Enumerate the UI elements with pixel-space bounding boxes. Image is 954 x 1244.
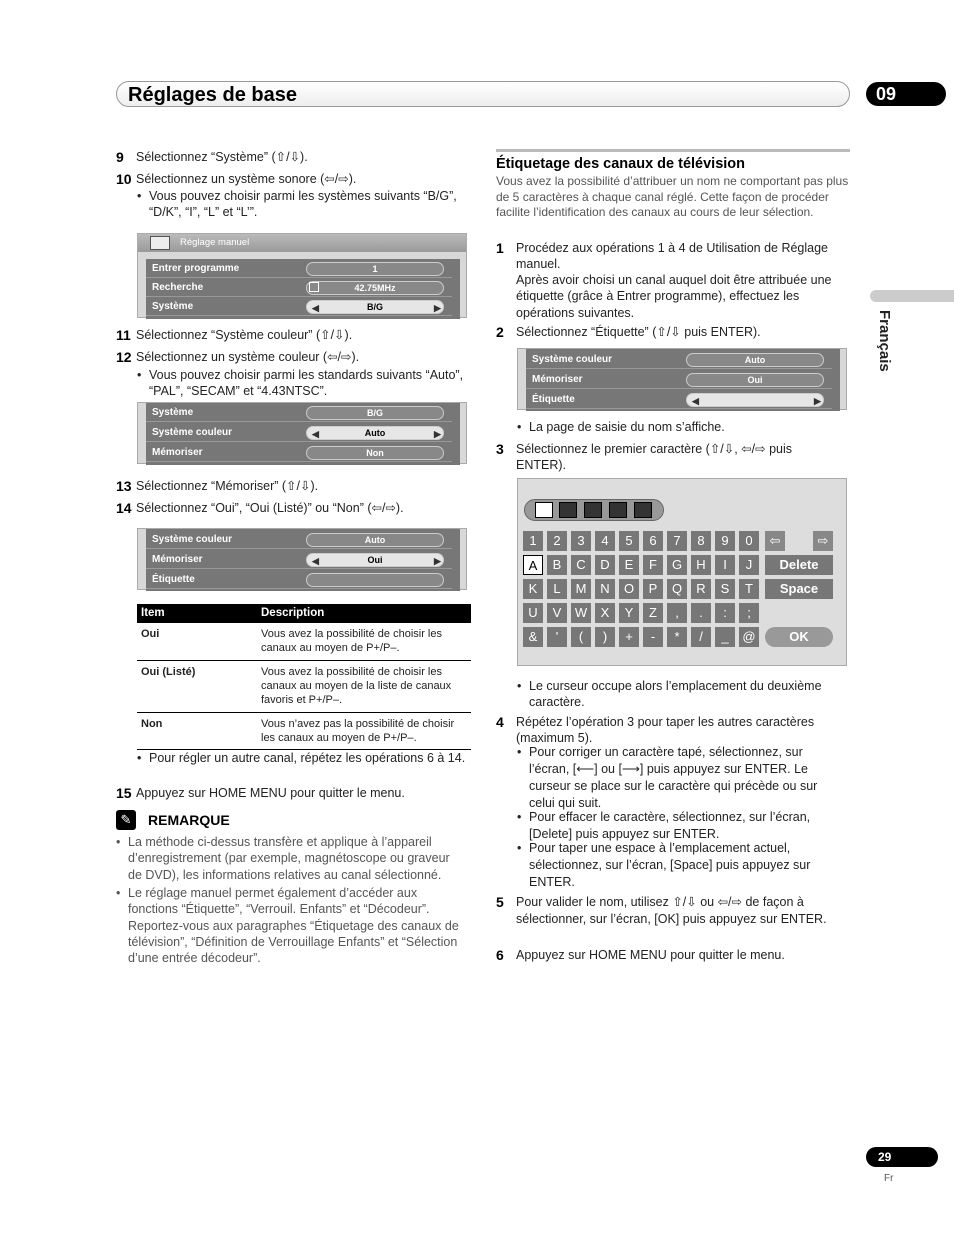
- section-intro: Vous avez la possibilité d’attribuer un nom ne comportant pas plus de 5 caractères à chaque canal réglé. Cette façon de procéder facilite l’identification des canaux au cours de leur sélection.: [496, 174, 849, 220]
- bullet-space: • Pour taper une espace à l’emplacement actuel, sélectionnez, sur l’écran, [Space] puis appuyez sur ENTER.: [517, 841, 811, 889]
- char-slot[interactable]: [634, 502, 652, 518]
- osd-row-systeme: Système B/G: [146, 404, 452, 422]
- osd-row-etiquette: Étiquette ◀ ▶: [526, 391, 832, 409]
- delete-key[interactable]: Delete: [765, 555, 833, 575]
- arrow-left-icon: ◀: [312, 429, 319, 439]
- key-2-1[interactable]: L: [547, 579, 567, 599]
- page-title: Réglages de base: [128, 84, 297, 106]
- arrow-right-icon: ▶: [434, 556, 441, 566]
- step-13: 13 Sélectionnez “Mémoriser” (⇧/⇩).: [116, 478, 319, 494]
- key-2-5[interactable]: P: [643, 579, 663, 599]
- section-title: Étiquetage des canaux de télévision: [496, 156, 745, 172]
- step-11: 11 Sélectionnez “Système couleur” (⇧/⇩).: [116, 327, 353, 343]
- key-2-0[interactable]: K: [523, 579, 543, 599]
- bullet-delete: • Pour effacer le caractère, sélectionnez, sur l’écran, [Delete] puis appuyez sur ENTER.: [517, 810, 811, 841]
- osd-title-bar: Réglage manuel: [138, 234, 466, 252]
- osd-manual-setup: [137, 233, 467, 318]
- osd-row-entrer-programme: Entrer programme 1: [146, 260, 452, 278]
- page-number: 29: [866, 1147, 938, 1167]
- osd-row-etiquette: Étiquette: [146, 571, 452, 589]
- key-4-6[interactable]: *: [667, 627, 687, 647]
- step-10: 10 Sélectionnez un système sonore (⇦/⇨).: [116, 171, 357, 187]
- arrow-left-icon: ◀: [312, 303, 319, 313]
- key-2-4[interactable]: O: [619, 579, 639, 599]
- note-1: • La méthode ci-dessus transfère et applique à l’appareil d’enregistrement (par exemple, magnétoscope ou graveur de DVD), les informations relatives au canal sélectionné.: [116, 835, 450, 882]
- char-slot[interactable]: [609, 502, 627, 518]
- table-header-item: Item: [137, 604, 257, 623]
- key-3-1[interactable]: V: [547, 603, 567, 623]
- key-1-5[interactable]: F: [643, 555, 663, 575]
- key-2-6[interactable]: Q: [667, 579, 687, 599]
- key-2-9[interactable]: T: [739, 579, 759, 599]
- table-row: Oui Vous avez la possibilité de choisir les canaux au moyen de P+/P–.: [137, 623, 471, 660]
- osd-color-system: [137, 402, 467, 464]
- key-1-6[interactable]: G: [667, 555, 687, 575]
- arrow-right-icon: ▶: [434, 429, 441, 439]
- osd-memorize: [137, 528, 467, 590]
- char-slot-active[interactable]: [535, 502, 553, 518]
- tv-icon: [150, 236, 170, 250]
- key-0-9[interactable]: 0: [739, 531, 759, 551]
- step-r4: 4 Répétez l’opération 3 pour taper les autres caractères (maximum 5).: [496, 714, 815, 746]
- key-0-6[interactable]: 7: [667, 531, 687, 551]
- key-0-5[interactable]: 6: [643, 531, 663, 551]
- key-2-8[interactable]: S: [715, 579, 735, 599]
- osd-row-systeme-couleur: Système couleur Auto: [146, 531, 452, 549]
- key-0-0[interactable]: 1: [523, 531, 543, 551]
- note-icon: ✎: [116, 810, 136, 830]
- key-2-2[interactable]: M: [571, 579, 591, 599]
- note-2: • Le réglage manuel permet également d’accéder aux fonctions “Étiquette”, “Verrouil. Enfants” et “Décodeur”. Reportez-vous aux paragraphes “Étiquetage des canaux de télévision”, “Définition de Verrouillage Enfants” et “Sélection d’une entrée décodeur”.: [116, 886, 459, 965]
- key-4-9[interactable]: @: [739, 627, 759, 647]
- key-3-8[interactable]: :: [715, 603, 735, 623]
- char-slot[interactable]: [559, 502, 577, 518]
- key-4-8[interactable]: _: [715, 627, 735, 647]
- osd-row-systeme-couleur: Système couleur Auto ◀ ▶: [146, 424, 452, 442]
- table-row: Non Vous n’avez pas la possibilité de choisir les canaux au moyen de P+/P–.: [137, 712, 471, 750]
- step-r5: 5 Pour valider le nom, utilisez ⇧/⇩ ou ⇦/⇨ de façon à sélectionner, sur l’écran, [OK] puis appuyez sur ENTER.: [496, 894, 827, 926]
- osd-row-memoriser: Mémoriser Oui: [526, 371, 832, 389]
- step-r6: 6 Appuyez sur HOME MENU pour quitter le menu.: [496, 947, 785, 963]
- key-1-7[interactable]: H: [691, 555, 711, 575]
- key-1-1[interactable]: B: [547, 555, 567, 575]
- key-0-8[interactable]: 9: [715, 531, 735, 551]
- cursor-left-key[interactable]: ⇦: [765, 531, 785, 551]
- key-1-3[interactable]: D: [595, 555, 615, 575]
- osd-row-recherche: Recherche 42.75MHz: [146, 279, 452, 297]
- key-0-7[interactable]: 8: [691, 531, 711, 551]
- key-1-0[interactable]: A: [523, 555, 543, 575]
- signal-icon: [309, 282, 319, 292]
- language-label: Français: [876, 310, 893, 372]
- table-row: Oui (Listé) Vous avez la possibilité de choisir les canaux au moyen de la liste de canaux favoris et P+/P–.: [137, 660, 471, 712]
- step-r2: 2 Sélectionnez “Étiquette” (⇧/⇩ puis ENTER).: [496, 324, 761, 340]
- key-3-9[interactable]: ;: [739, 603, 759, 623]
- key-2-7[interactable]: R: [691, 579, 711, 599]
- osd-row-systeme: Système B/G ◀ ▶: [146, 298, 452, 316]
- key-4-1[interactable]: ': [547, 627, 567, 647]
- key-3-6[interactable]: ,: [667, 603, 687, 623]
- section-rule: [496, 149, 850, 152]
- key-3-7[interactable]: .: [691, 603, 711, 623]
- key-3-5[interactable]: Z: [643, 603, 663, 623]
- key-2-3[interactable]: N: [595, 579, 615, 599]
- ok-key[interactable]: OK: [765, 627, 833, 647]
- osd-row-memoriser: Mémoriser Non: [146, 444, 452, 462]
- remarque-title: REMARQUE: [148, 812, 230, 828]
- arrow-right-icon: ▶: [814, 396, 821, 406]
- key-4-0[interactable]: &: [523, 627, 543, 647]
- key-0-1[interactable]: 2: [547, 531, 567, 551]
- osd-row-systeme-couleur: Système couleur Auto: [526, 351, 832, 369]
- arrow-left-icon: ◀: [692, 396, 699, 406]
- osd-row-memoriser: Mémoriser Oui ◀ ▶: [146, 551, 452, 569]
- step-r1: 1 Procédez aux opérations 1 à 4 de Utilisation de Réglage manuel. Après avoir choisi un canal auquel doit être attribuée une étiquette (grâce à Entrer programme), effectuez les opérations suivantes.: [496, 240, 832, 320]
- bullet-correct: • Pour corriger un caractère tapé, sélectionnez, sur l’écran, [⟵] ou [⟶] puis appuyez sur ENTER. Le curseur se place sur le caractère qui précède ou sur celui qui suit.: [517, 745, 818, 810]
- key-3-3[interactable]: X: [595, 603, 615, 623]
- language-tab: [870, 290, 954, 302]
- key-1-9[interactable]: J: [739, 555, 759, 575]
- key-0-3[interactable]: 4: [595, 531, 615, 551]
- key-0-2[interactable]: 3: [571, 531, 591, 551]
- arrow-left-icon: ◀: [312, 556, 319, 566]
- key-4-4[interactable]: +: [619, 627, 639, 647]
- step-r3: 3 Sélectionnez le premier caractère (⇧/⇩, ⇦/⇨ puis ENTER).: [496, 441, 793, 473]
- cursor-right-key[interactable]: ⇨: [813, 531, 833, 551]
- char-slot[interactable]: [584, 502, 602, 518]
- bullet-sound-systems: • Vous pouvez choisir parmi les systèmes suivants “B/G”, “D/K”, “I”, “L” et “L’”.: [137, 189, 457, 220]
- key-3-4[interactable]: Y: [619, 603, 639, 623]
- bullet-cursor: • Le curseur occupe alors l’emplacement du deuxième caractère.: [517, 679, 822, 710]
- key-0-4[interactable]: 5: [619, 531, 639, 551]
- bullet-page-display: • La page de saisie du nom s’affiche.: [517, 420, 725, 434]
- footer-lang: Fr: [884, 1173, 894, 1184]
- key-3-2[interactable]: W: [571, 603, 591, 623]
- key-4-7[interactable]: /: [691, 627, 711, 647]
- key-4-5[interactable]: -: [643, 627, 663, 647]
- osd-etiquette: [517, 348, 847, 410]
- step-14: 14 Sélectionnez “Oui”, “Oui (Listé)” ou “Non” (⇦/⇨).: [116, 500, 404, 516]
- key-4-2[interactable]: (: [571, 627, 591, 647]
- key-3-0[interactable]: U: [523, 603, 543, 623]
- table-header-description: Description: [257, 604, 471, 623]
- space-key[interactable]: Space: [765, 579, 833, 599]
- key-1-8[interactable]: I: [715, 555, 735, 575]
- step-15: 15 Appuyez sur HOME MENU pour quitter le menu.: [116, 785, 405, 801]
- bullet-other-channel: • Pour régler un autre canal, répétez les opérations 6 à 14.: [137, 751, 466, 765]
- key-4-3[interactable]: ): [595, 627, 615, 647]
- step-12: 12 Sélectionnez un système couleur (⇦/⇨).: [116, 349, 360, 365]
- key-1-2[interactable]: C: [571, 555, 591, 575]
- step-9: 9 Sélectionnez “Système” (⇧/⇩).: [116, 149, 308, 165]
- key-1-4[interactable]: E: [619, 555, 639, 575]
- bullet-color-standards: • Vous pouvez choisir parmi les standards suivants “Auto”, “PAL”, “SECAM” et “4.43NTSC”.: [137, 368, 464, 399]
- chapter-number: 09: [866, 82, 946, 106]
- options-table: [137, 604, 471, 750]
- arrow-right-icon: ▶: [434, 303, 441, 313]
